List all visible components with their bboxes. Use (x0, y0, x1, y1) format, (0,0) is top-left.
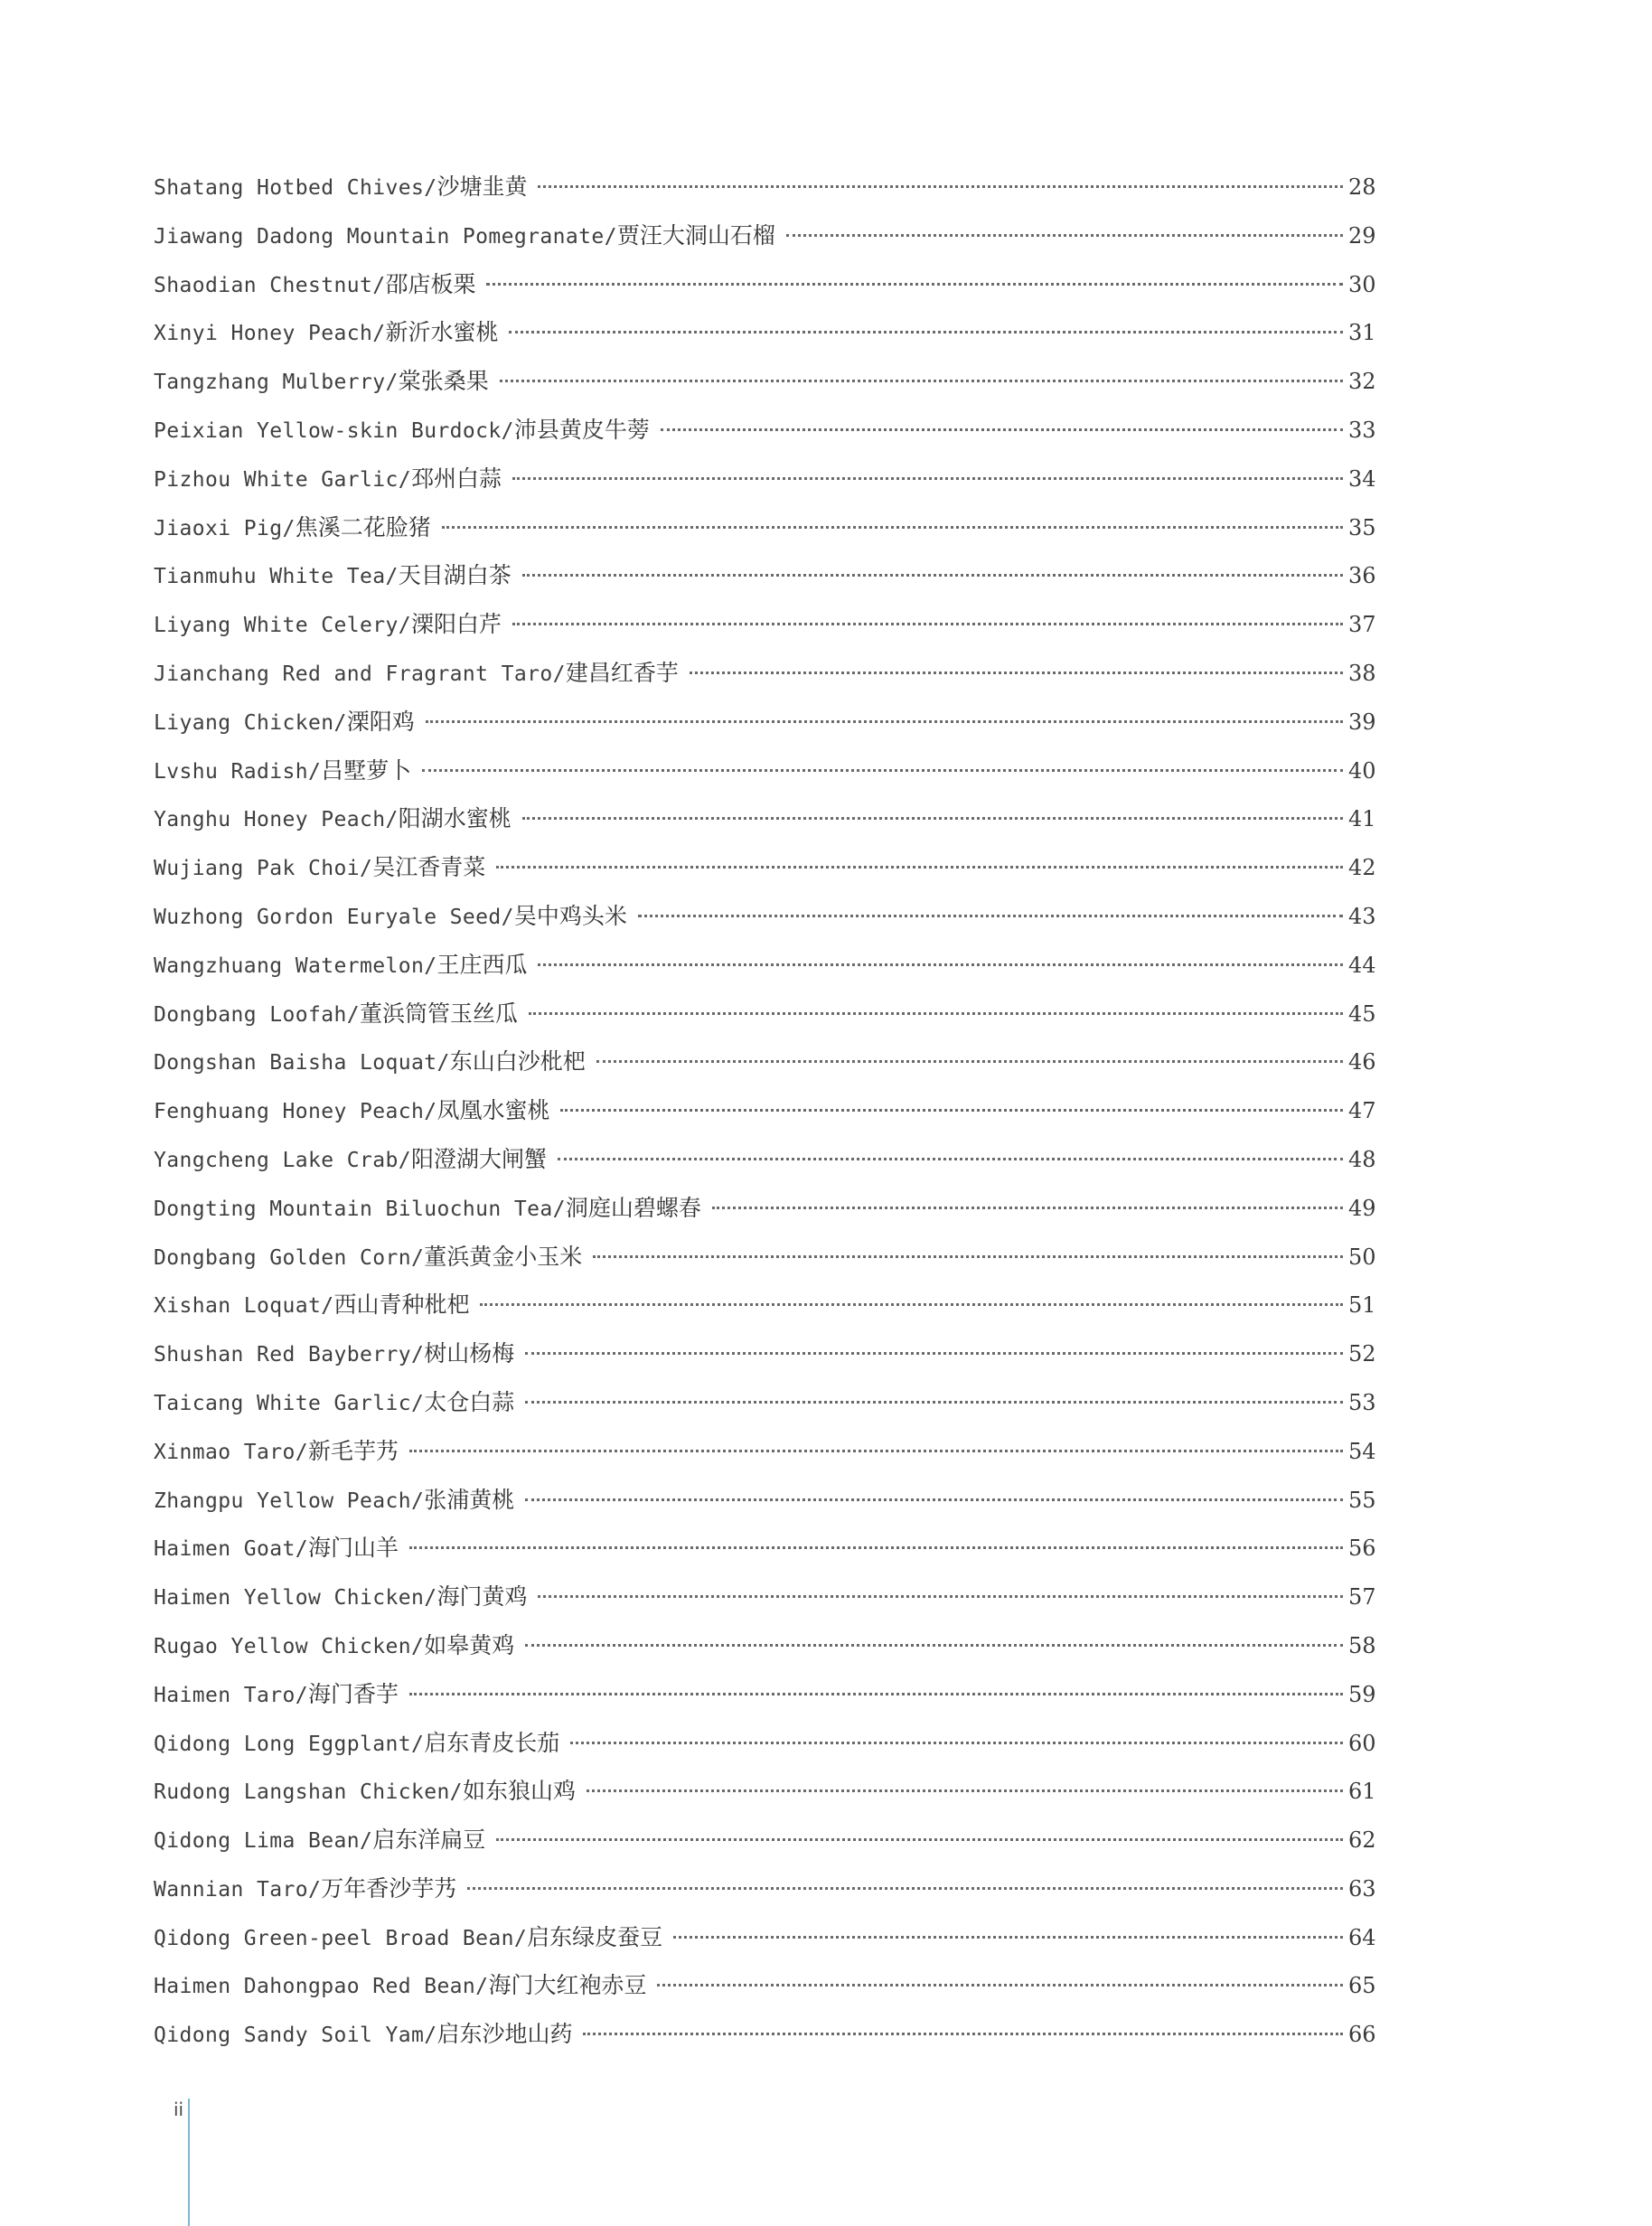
toc-entry-chinese-title: 海门山羊 (307, 1535, 399, 1562)
dot-leader (657, 1984, 1343, 1986)
toc-entry-title: Wuzhong Gordon Euryale Seed/ (154, 905, 514, 929)
table-of-contents (154, 163, 1375, 2059)
toc-entry-title: Liyang White Celery/ (154, 614, 411, 638)
toc-entry-title: Zhangpu Yellow Peach/ (154, 1489, 425, 1513)
toc-entry[interactable] (154, 1573, 1375, 1621)
dot-leader (409, 1450, 1343, 1452)
toc-entry-title: Dongbang Loofah/ (154, 1002, 360, 1027)
toc-entry[interactable] (154, 600, 1375, 649)
toc-entry-page-number: 52 (1348, 1341, 1376, 1367)
dot-leader (496, 1838, 1343, 1841)
dot-leader (512, 477, 1343, 480)
toc-entry-page-number: 30 (1348, 271, 1376, 297)
toc-entry-chinese-title: 启东洋扁豆 (372, 1827, 486, 1854)
toc-entry-chinese-title: 万年香沙芋艿 (321, 1874, 457, 1902)
toc-entry-chinese-title: 海门大红袍赤豆 (488, 1972, 647, 1999)
dot-leader (712, 1207, 1343, 1209)
toc-entry-title: Peixian Yellow-skin Burdock/ (154, 418, 514, 443)
toc-entry-chinese-title: 如东狼山鸡 (462, 1778, 576, 1805)
toc-entry[interactable] (154, 1719, 1375, 1768)
dot-leader (538, 1595, 1343, 1598)
toc-entry-chinese-title: 邵店板栗 (385, 270, 476, 297)
toc-entry[interactable] (154, 163, 1375, 211)
toc-entry-page-number: 38 (1348, 660, 1376, 686)
toc-entry[interactable] (154, 1086, 1375, 1135)
toc-entry-chinese-title: 如皋黄鸡 (424, 1631, 515, 1658)
dot-leader (486, 283, 1343, 286)
toc-entry[interactable] (154, 892, 1375, 941)
toc-entry[interactable] (154, 1427, 1375, 1476)
toc-entry-title: Haimen Taro/ (154, 1683, 308, 1707)
toc-entry-page-number: 57 (1348, 1584, 1376, 1611)
toc-entry-chinese-title: 董浜黄金小玉米 (424, 1243, 583, 1270)
toc-entry-chinese-title: 棠张桑果 (398, 368, 489, 395)
toc-entry-chinese-title: 焦溪二花脸猪 (295, 513, 431, 540)
toc-entry[interactable] (154, 551, 1375, 600)
toc-entry-chinese-title: 阳澄湖大闸蟹 (410, 1145, 547, 1172)
dot-leader (442, 526, 1343, 529)
dot-leader (522, 574, 1343, 577)
toc-entry[interactable] (154, 794, 1375, 843)
toc-entry[interactable] (154, 260, 1375, 309)
toc-entry-title: Tianmuhu White Tea/ (154, 565, 399, 589)
toc-entry[interactable] (154, 1816, 1375, 1864)
dot-leader (512, 623, 1343, 625)
dot-leader (525, 1644, 1343, 1647)
dot-leader (496, 866, 1343, 869)
footer-rule (188, 2099, 190, 2226)
toc-entry[interactable] (154, 1621, 1375, 1670)
toc-entry-chinese-title: 吕墅萝卜 (321, 756, 412, 784)
toc-entry[interactable] (154, 1670, 1375, 1719)
toc-entry-page-number: 29 (1348, 222, 1376, 249)
dot-leader (422, 769, 1343, 772)
toc-entry-page-number: 63 (1348, 1875, 1376, 1902)
toc-entry-page-number: 64 (1348, 1924, 1376, 1950)
dot-leader (522, 817, 1343, 820)
toc-entry[interactable] (154, 1233, 1375, 1282)
toc-entry-title: Xinmao Taro/ (154, 1440, 308, 1464)
toc-entry-page-number: 42 (1348, 855, 1376, 881)
toc-entry-chinese-title: 西山青种枇杷 (333, 1291, 470, 1319)
toc-entry[interactable] (154, 1524, 1375, 1573)
toc-entry[interactable] (154, 1378, 1375, 1427)
dot-leader (538, 963, 1343, 966)
toc-entry-chinese-title: 东山白沙枇杷 (449, 1048, 586, 1075)
toc-entry-title: Jiaoxi Pig/ (154, 516, 296, 540)
toc-entry-title: Rugao Yellow Chicken/ (154, 1634, 425, 1658)
dot-leader (593, 1255, 1343, 1258)
toc-entry-title: Fenghuang Honey Peach/ (154, 1100, 437, 1124)
toc-entry-page-number: 35 (1348, 514, 1376, 540)
toc-entry-page-number: 53 (1348, 1389, 1376, 1415)
toc-entry-chinese-title: 天目湖白茶 (398, 562, 512, 589)
toc-entry-chinese-title: 王庄西瓜 (436, 951, 528, 978)
toc-entry-chinese-title: 建昌红香芋 (565, 659, 679, 686)
toc-entry-title: Haimen Goat/ (154, 1537, 308, 1562)
toc-entry-chinese-title: 吴中鸡头米 (513, 902, 627, 929)
dot-leader (673, 1936, 1343, 1939)
toc-entry-chinese-title: 董浜筒管玉丝瓜 (359, 1000, 518, 1027)
toc-entry-chinese-title: 海门香芋 (307, 1680, 399, 1707)
toc-entry-title: Wannian Taro/ (154, 1877, 322, 1902)
toc-entry-chinese-title: 溧阳白芹 (410, 611, 502, 638)
toc-entry[interactable] (154, 455, 1375, 503)
toc-entry-chinese-title: 启东沙地山药 (436, 2021, 573, 2048)
dot-leader (509, 331, 1343, 333)
toc-entry-chinese-title: 启东绿皮蚕豆 (527, 1923, 663, 1950)
toc-entry-title: Qidong Green-peel Broad Bean/ (154, 1926, 528, 1950)
toc-entry[interactable] (154, 308, 1375, 357)
toc-entry-page-number: 33 (1348, 417, 1376, 443)
toc-entry[interactable] (154, 503, 1375, 552)
toc-entry[interactable] (154, 357, 1375, 406)
toc-entry-title: Xinyi Honey Peach/ (154, 322, 386, 346)
dot-leader (525, 1401, 1343, 1404)
toc-entry-page-number: 41 (1348, 806, 1376, 832)
toc-entry[interactable] (154, 1476, 1375, 1525)
toc-entry-page-number: 55 (1348, 1487, 1376, 1513)
dot-leader (409, 1546, 1343, 1549)
toc-entry-title: Jianchang Red and Fragrant Taro/ (154, 662, 566, 686)
toc-entry-title: Taicang White Garlic/ (154, 1391, 425, 1415)
toc-entry-title: Rudong Langshan Chicken/ (154, 1780, 463, 1805)
dot-leader (467, 1887, 1343, 1890)
toc-entry[interactable] (154, 649, 1375, 698)
toc-entry-page-number: 46 (1348, 1049, 1376, 1075)
toc-entry-title: Haimen Dahongpao Red Bean/ (154, 1975, 489, 1999)
toc-entry-title: Jiawang Dadong Mountain Pomegranate/ (154, 224, 617, 249)
toc-entry-title: Xishan Loquat/ (154, 1294, 334, 1319)
toc-entry-page-number: 43 (1348, 903, 1376, 929)
toc-entry[interactable] (154, 211, 1375, 260)
dot-leader (583, 2033, 1343, 2035)
toc-entry-page-number: 28 (1348, 174, 1376, 200)
toc-entry-title: Tangzhang Mulberry/ (154, 371, 399, 395)
toc-entry-title: Shaodian Chestnut/ (154, 273, 386, 297)
toc-entry[interactable] (154, 941, 1375, 990)
toc-entry-title: Qidong Sandy Soil Yam/ (154, 2024, 437, 2048)
toc-entry-chinese-title: 吴江香青菜 (372, 854, 486, 881)
dot-leader (560, 1109, 1343, 1112)
toc-entry[interactable] (154, 1038, 1375, 1086)
toc-entry[interactable] (154, 1913, 1375, 1962)
dot-leader (426, 720, 1343, 723)
toc-entry-page-number: 62 (1348, 1827, 1376, 1854)
toc-entry-chinese-title: 溧阳鸡 (346, 708, 415, 735)
toc-entry[interactable] (154, 698, 1375, 747)
toc-entry[interactable] (154, 2010, 1375, 2059)
toc-entry-chinese-title: 洞庭山碧螺春 (565, 1194, 701, 1221)
toc-entry[interactable] (154, 406, 1375, 455)
toc-entry-title: Qidong Lima Bean/ (154, 1829, 373, 1854)
dot-leader (409, 1693, 1343, 1695)
toc-entry-title: Dongbang Golden Corn/ (154, 1245, 425, 1270)
toc-entry-title: Lvshu Radish/ (154, 759, 322, 784)
toc-entry-title: Shushan Red Bayberry/ (154, 1343, 425, 1367)
toc-entry-page-number: 56 (1348, 1536, 1376, 1562)
toc-entry[interactable] (154, 1135, 1375, 1184)
toc-entry-page-number: 45 (1348, 1000, 1376, 1027)
toc-entry-title: Pizhou White Garlic/ (154, 467, 411, 492)
dot-leader (690, 672, 1343, 674)
toc-entry-page-number: 59 (1348, 1681, 1376, 1707)
dot-leader (500, 380, 1343, 382)
toc-entry-page-number: 36 (1348, 563, 1376, 589)
dot-leader (529, 1012, 1343, 1015)
toc-entry-page-number: 65 (1348, 1973, 1376, 1999)
toc-entry-page-number: 48 (1348, 1146, 1376, 1172)
toc-entry[interactable] (154, 1961, 1375, 2010)
toc-entry-chinese-title: 沙塘韭黄 (436, 174, 528, 200)
toc-entry-title: Liyang Chicken/ (154, 710, 347, 735)
toc-entry-title: Yangcheng Lake Crab/ (154, 1148, 411, 1172)
toc-entry-chinese-title: 太仓白蒜 (424, 1388, 515, 1415)
toc-entry-page-number: 32 (1348, 369, 1376, 395)
toc-entry-title: Dongshan Baisha Loquat/ (154, 1051, 450, 1075)
dot-leader (525, 1498, 1343, 1501)
toc-entry-title: Yanghu Honey Peach/ (154, 808, 399, 832)
toc-entry-page-number: 66 (1348, 2022, 1376, 2048)
toc-entry[interactable] (154, 747, 1375, 795)
dot-leader (786, 234, 1343, 237)
toc-entry[interactable] (154, 1767, 1375, 1816)
toc-entry-chinese-title: 树山杨梅 (424, 1340, 515, 1367)
toc-entry-page-number: 50 (1348, 1244, 1376, 1270)
toc-entry[interactable] (154, 1864, 1375, 1913)
toc-entry-page-number: 44 (1348, 952, 1376, 978)
toc-entry-page-number: 54 (1348, 1438, 1376, 1464)
toc-entry-chinese-title: 张浦黄桃 (424, 1486, 515, 1513)
toc-entry-page-number: 47 (1348, 1098, 1376, 1124)
dot-leader (661, 428, 1343, 431)
toc-entry-chinese-title: 启东青皮长茄 (424, 1729, 560, 1756)
toc-entry-chinese-title: 沛县黄皮牛蒡 (513, 416, 650, 443)
toc-entry[interactable] (154, 1281, 1375, 1329)
toc-entry-title: Shatang Hotbed Chives/ (154, 176, 437, 200)
dot-leader (480, 1303, 1343, 1306)
toc-entry-page-number: 49 (1348, 1195, 1376, 1221)
dot-leader (587, 1789, 1343, 1792)
dot-leader (638, 915, 1343, 917)
page-number: ii (174, 2099, 184, 2120)
toc-entry-title: Wujiang Pak Choi/ (154, 857, 373, 881)
toc-entry[interactable] (154, 1329, 1375, 1378)
dot-leader (525, 1352, 1343, 1355)
toc-entry-chinese-title: 新毛芋艿 (307, 1437, 399, 1464)
dot-leader (558, 1158, 1343, 1160)
toc-entry-page-number: 34 (1348, 465, 1376, 492)
toc-entry-page-number: 60 (1348, 1730, 1376, 1756)
toc-entry-title: Haimen Yellow Chicken/ (154, 1586, 437, 1611)
toc-entry-page-number: 39 (1348, 709, 1376, 735)
dot-leader (596, 1060, 1343, 1063)
toc-entry-page-number: 61 (1348, 1779, 1376, 1805)
toc-entry-title: Qidong Long Eggplant/ (154, 1732, 425, 1756)
toc-entry-page-number: 40 (1348, 757, 1376, 784)
toc-entry-chinese-title: 新沂水蜜桃 (385, 319, 499, 346)
dot-leader (570, 1742, 1343, 1744)
toc-entry-chinese-title: 贾汪大洞山石榴 (616, 221, 775, 249)
toc-entry-page-number: 51 (1348, 1292, 1376, 1319)
toc-entry[interactable] (154, 843, 1375, 892)
toc-entry-page-number: 37 (1348, 612, 1376, 638)
toc-entry-chinese-title: 海门黄鸡 (436, 1583, 528, 1611)
dot-leader (538, 185, 1343, 188)
toc-entry-title: Dongting Mountain Biluochun Tea/ (154, 1197, 566, 1221)
toc-entry-page-number: 58 (1348, 1632, 1376, 1658)
toc-entry-chinese-title: 阳湖水蜜桃 (398, 805, 512, 832)
toc-entry[interactable] (154, 1184, 1375, 1233)
toc-entry[interactable] (154, 990, 1375, 1038)
toc-entry-title: Wangzhuang Watermelon/ (154, 953, 437, 978)
toc-entry-chinese-title: 凤凰水蜜桃 (436, 1097, 550, 1124)
toc-entry-chinese-title: 邳州白蒜 (410, 465, 502, 492)
toc-entry-page-number: 31 (1348, 320, 1376, 346)
